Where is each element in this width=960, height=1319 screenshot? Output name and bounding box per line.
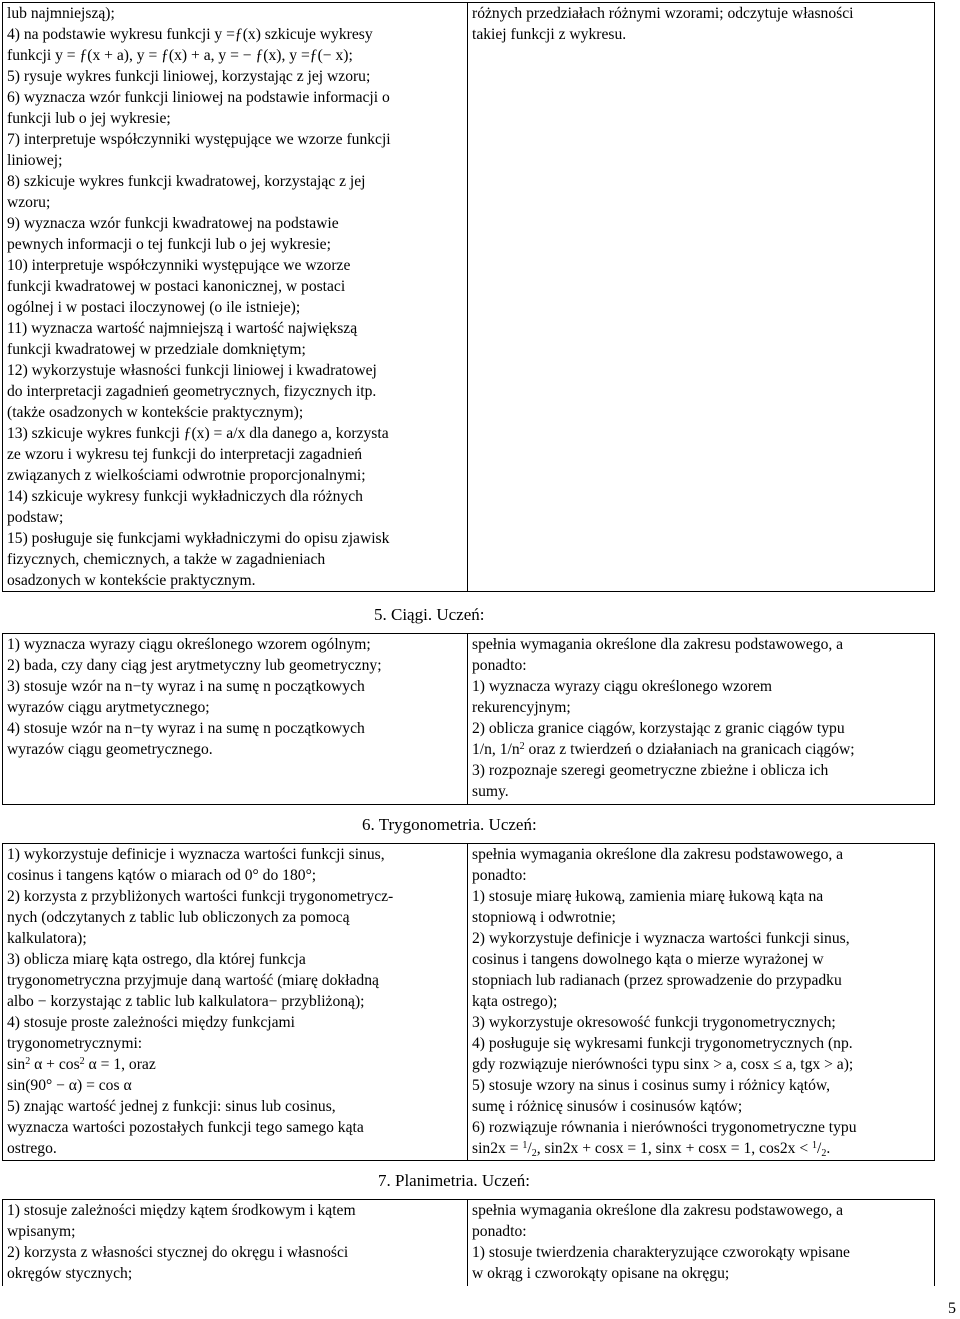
sequences-requirements-table <box>2 633 935 805</box>
requirement-line: 5) rysuje wykres funkcji liniowej, korzystając z jej wzoru; <box>7 68 371 85</box>
requirement-line: wzoru; <box>7 194 51 211</box>
exponent: 2 <box>519 741 525 752</box>
requirement-line: różnych przedziałach różnymi wzorami; odczytuje własności <box>472 5 854 22</box>
requirement-line: 11) wyznacza wartość najmniejszą i wartość największą <box>7 320 358 337</box>
requirement-line: nych (odczytanych z tablic lub obliczonych za pomocą <box>7 909 350 926</box>
requirement-line: takiej funkcji z wykresu. <box>472 26 627 43</box>
planimetry-requirements-table <box>2 1199 935 1286</box>
requirement-line: ze wzoru i wykresu tej funkcji do interpretacji zagadnień <box>7 446 363 463</box>
requirement-line: 3) wykorzystuje okresowość funkcji trygonometrycznych; <box>472 1014 836 1031</box>
basic-level-cell <box>3 844 468 1161</box>
section-heading-trigonometry: 6. Trygonometria. Uczeń: <box>362 815 537 834</box>
requirement-line: 4) stosuje wzór na n−ty wyraz i na sumę n początkowych <box>7 720 365 737</box>
fraction-numerator: 1 <box>812 1140 818 1151</box>
requirement-line: podstaw; <box>7 509 64 526</box>
extended-level-cell <box>468 634 935 805</box>
requirement-line: 6) wyznacza wzór funkcji liniowej na podstawie informacji o <box>7 89 390 106</box>
requirement-line <box>472 739 930 760</box>
fraction-slash: / <box>817 1140 822 1157</box>
requirement-line: liniowej; <box>7 152 63 169</box>
requirement-line: 3) rozpoznaje szeregi geometryczne zbieżne i oblicza ich <box>472 762 829 779</box>
requirement-line: 6) rozwiązuje równania i nierówności trygonometryczne typu <box>472 1119 857 1136</box>
extended-level-cell <box>468 1200 935 1287</box>
requirement-line: 10) interpretuje współczynniki występujące we wzorze <box>7 257 351 274</box>
page-number: 5 <box>948 1300 956 1317</box>
requirement-line: kąta ostrego); <box>472 993 558 1010</box>
requirement-line: cosinus i tangens dowolnego kąta o mierze wyrażonej w <box>472 951 824 968</box>
basic-level-cell <box>3 3 468 592</box>
requirement-line: kalkulatora); <box>7 930 87 947</box>
requirement-line: związanych z wielkościami odwrotnie proporcjonalnymi; <box>7 467 366 484</box>
requirement-line: w okrąg i czworokąty opisane na okręgu; <box>472 1265 730 1282</box>
section-heading-planimetry: 7. Planimetria. Uczeń: <box>378 1171 531 1190</box>
requirement-line: funkcji kwadratowej w przedziale domkniętym; <box>7 341 306 358</box>
requirement-line: trygonometrycznymi: <box>7 1035 143 1052</box>
requirement-line: 15) posługuje się funkcjami wykładniczymi do opisu zjawisk <box>7 530 390 547</box>
requirement-line: 4) posługuje się wykresami funkcji trygonometrycznych (np. <box>472 1035 853 1052</box>
section-heading-sequences: 5. Ciągi. Uczeń: <box>374 605 485 624</box>
requirement-line: lub najmniejszą); <box>7 5 115 22</box>
exponent: 2 <box>25 1056 31 1067</box>
requirement-line: ponadto: <box>472 657 527 674</box>
requirement-line: osadzonych w kontekście praktycznym. <box>7 572 256 589</box>
requirement-line: sumę i różnicę sinusów i cosinusów kątów; <box>472 1098 743 1115</box>
requirement-line: trygonometryczna przyjmuje daną wartość (miarę dokładną <box>7 972 379 989</box>
requirement-line: ostrego. <box>7 1140 57 1157</box>
equation-part: . <box>826 1140 831 1157</box>
requirement-line: pewnych informacji o tej funkcji lub o jej wykresie; <box>7 236 331 253</box>
requirement-line: spełnia wymagania określone dla zakresu podstawowego, a <box>472 846 844 863</box>
requirement-line: 1) stosuje twierdzenia charakteryzujące czworokąty wpisane <box>472 1244 850 1261</box>
requirement-line: albo − korzystając z tablic lub kalkulatora− przybliżoną); <box>7 993 365 1010</box>
requirement-line: spełnia wymagania określone dla zakresu podstawowego, a <box>472 636 844 653</box>
trig-identity <box>7 1054 463 1075</box>
requirement-line: 13) szkicuje wykres funkcji ƒ(x) = a/x dla danego a, korzysta <box>7 425 389 442</box>
requirement-line: fizycznych, chemicznych, a także w zagadnieniach <box>7 551 326 568</box>
requirement-line: 2) oblicza granice ciągów, korzystając z granic ciągów typu <box>472 720 845 737</box>
requirement-line: ogólnej i w postaci iloczynowej (o ile istnieje); <box>7 299 301 316</box>
requirement-line: wyrazów ciągu geometrycznego. <box>7 741 213 758</box>
requirement-line: (także osadzonych w kontekście praktycznym); <box>7 404 304 421</box>
requirement-line: sumy. <box>472 783 509 800</box>
equation-part: sin2x = <box>472 1140 523 1157</box>
identity-part: α + cos <box>30 1056 80 1073</box>
extended-level-cell <box>468 3 935 592</box>
requirement-line: spełnia wymagania określone dla zakresu podstawowego, a <box>472 1202 844 1219</box>
trigonometry-requirements-table <box>2 843 935 1161</box>
requirement-line: funkcji lub o jej wykresie; <box>7 110 171 127</box>
requirement-line: 1) stosuje zależności między kątem środkowym i kątem <box>7 1202 356 1219</box>
exponent: 2 <box>79 1056 85 1067</box>
trig-identity: sin(90° − α) = cos α <box>7 1077 132 1094</box>
requirement-line: 8) szkicuje wykres funkcji kwadratowej, korzystając z jej <box>7 173 366 190</box>
fraction-numerator: 1 <box>522 1140 528 1151</box>
basic-level-cell <box>3 634 468 805</box>
requirement-line: cosinus i tangens kątów o miarach od 0° do 180°; <box>7 867 317 884</box>
requirement-line: 1) wykorzystuje definicje i wyznacza wartości funkcji sinus, <box>7 846 385 863</box>
functions-requirements-table <box>2 2 935 592</box>
requirement-line: funkcji y = ƒ(x + a), y = ƒ(x) + a, y = − ƒ(x), y =ƒ(− x); <box>7 47 353 64</box>
requirement-line: wyznacza wartości pozostałych funkcji tego samego kąta <box>7 1119 364 1136</box>
requirement-line: 7) interpretuje współczynniki występujące we wzorze funkcji <box>7 131 391 148</box>
requirement-line: 4) stosuje proste zależności między funkcjami <box>7 1014 295 1031</box>
extended-level-cell <box>468 844 935 1161</box>
fraction-slash: / <box>527 1140 532 1157</box>
requirement-line: 2) korzysta z przybliżonych wartości funkcji trygonometrycz- <box>7 888 394 905</box>
requirement-line: 2) korzysta z własności stycznej do okręgu i własności <box>7 1244 349 1261</box>
requirement-line: 2) wykorzystuje definicje i wyznacza wartości funkcji sinus, <box>472 930 850 947</box>
requirement-line: 1) stosuje miarę łukową, zamienia miarę łukową kąta na <box>472 888 824 905</box>
requirement-line: 14) szkicuje wykresy funkcji wykładniczych dla różnych <box>7 488 363 505</box>
requirement-line: stopniach lub radianach (przez sprowadzenie do przypadku <box>472 972 842 989</box>
requirement-line: 2) bada, czy dany ciąg jest arytmetyczny lub geometryczny; <box>7 657 382 674</box>
requirement-line: wpisanym; <box>7 1223 76 1240</box>
basic-level-cell <box>3 1200 468 1287</box>
limit-formula: 1/n, 1/n <box>472 741 520 758</box>
requirement-line: 3) stosuje wzór na n−ty wyraz i na sumę n początkowych <box>7 678 365 695</box>
identity-part: α = 1, oraz <box>84 1056 156 1073</box>
limit-text: oraz z twierdzeń o działaniach na granicach ciągów; <box>524 741 855 758</box>
fraction-denominator: 2 <box>531 1148 537 1159</box>
identity-part: sin <box>7 1056 26 1073</box>
requirement-line: funkcji kwadratowej w postaci kanonicznej, w postaci <box>7 278 346 295</box>
requirement-line: 5) stosuje wzory na sinus i cosinus sumy i różnicy kątów, <box>472 1077 831 1094</box>
requirement-line: gdy rozwiązuje nierówności typu sinx > a, cosx ≤ a, tgx > a); <box>472 1056 854 1073</box>
requirement-line: rekurencyjnym; <box>472 699 571 716</box>
requirement-line: 9) wyznacza wzór funkcji kwadratowej na podstawie <box>7 215 339 232</box>
requirement-line: stopniową i odwrotnie; <box>472 909 616 926</box>
requirement-line: 1) wyznacza wyrazy ciągu określonego wzorem <box>472 678 773 695</box>
requirement-line: 4) na podstawie wykresu funkcji y =ƒ(x) szkicuje wykresy <box>7 26 373 43</box>
requirement-line: 5) znając wartość jednej z funkcji: sinus lub cosinus, <box>7 1098 336 1115</box>
requirement-line: ponadto: <box>472 1223 527 1240</box>
requirement-line: okręgów stycznych; <box>7 1265 133 1282</box>
requirement-line: do interpretacji zagadnień geometrycznych, fizycznych itp. <box>7 383 377 400</box>
trig-equation-line <box>472 1138 930 1159</box>
requirement-line: 12) wykorzystuje własności funkcji liniowej i kwadratowej <box>7 362 377 379</box>
equation-part: , sin2x + cosx = 1, sinx + cosx = 1, cos2x < <box>536 1140 813 1157</box>
requirement-line: ponadto: <box>472 867 527 884</box>
fraction-denominator: 2 <box>821 1148 827 1159</box>
requirement-line: 1) wyznacza wyrazy ciągu określonego wzorem ogólnym; <box>7 636 371 653</box>
requirement-line: wyrazów ciągu arytmetycznego; <box>7 699 210 716</box>
requirement-line: 3) oblicza miarę kąta ostrego, dla której funkcja <box>7 951 306 968</box>
